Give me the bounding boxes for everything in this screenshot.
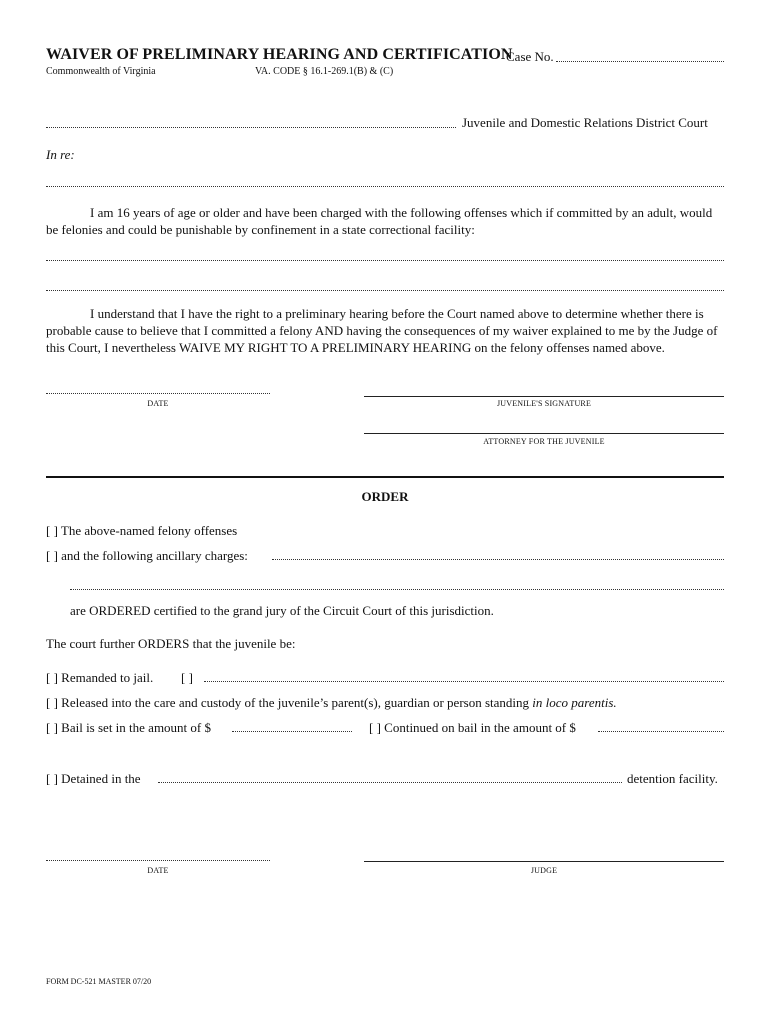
ancillary-charges-field-2[interactable] bbox=[70, 589, 724, 590]
further-orders-statement: The court further ORDERS that the juvenile be: bbox=[46, 636, 296, 651]
judge-date-field[interactable] bbox=[46, 860, 270, 861]
waiver-statement: I understand that I have the right to a preliminary hearing before the Court named above to determine whether there is probable cause to believe that I committed a felony AND having the consequences of my waiver explained to me by the Judge of this Court, I nevertheless WAIVE MY RIGHT TO A PRELIMINARY HEARING on the felony offenses named above. bbox=[46, 306, 718, 355]
ancillary-charges-field[interactable] bbox=[272, 559, 724, 560]
bail-amount-field[interactable] bbox=[232, 731, 352, 732]
attorney-signature-line[interactable] bbox=[364, 433, 724, 434]
date-field[interactable] bbox=[46, 393, 270, 394]
form-title: WAIVER OF PRELIMINARY HEARING AND CERTIFICATION bbox=[46, 46, 513, 63]
certified-statement: are ORDERED certified to the grand jury of the Circuit Court of this jurisdiction. bbox=[70, 603, 494, 618]
continued-bail-amount-field[interactable] bbox=[598, 731, 724, 732]
charges-statement: I am 16 years of age or older and have been charged with the following offenses which if committed by an adult, would be felonies and could be punishable by confinement in a state correctional facility: bbox=[46, 205, 713, 237]
detained-checkbox[interactable]: [ ] Detained in the bbox=[46, 771, 141, 786]
in-re-label: In re: bbox=[46, 147, 75, 162]
case-number-field[interactable] bbox=[556, 49, 724, 62]
bail-checkbox[interactable]: [ ] Bail is set in the amount of $ bbox=[46, 720, 212, 735]
court-label: Juvenile and Domestic Relations District Court bbox=[462, 115, 708, 130]
court-name-field[interactable] bbox=[46, 117, 456, 128]
form-number: FORM DC-521 MASTER 07/20 bbox=[46, 977, 152, 986]
in-loco-parentis-text: in loco parentis. bbox=[532, 695, 617, 710]
judge-signature-caption: JUDGE bbox=[530, 866, 558, 875]
continued-bail-checkbox[interactable]: [ ] Continued on bail in the amount of $ bbox=[369, 720, 576, 735]
other-option-field[interactable] bbox=[204, 681, 724, 682]
order-heading: ORDER bbox=[361, 489, 409, 504]
released-checkbox[interactable] bbox=[46, 695, 617, 711]
offense-line-1[interactable] bbox=[46, 260, 724, 261]
in-re-field[interactable] bbox=[46, 186, 724, 187]
offense-line-2[interactable] bbox=[46, 290, 724, 291]
commonwealth-label: Commonwealth of Virginia bbox=[46, 66, 156, 77]
case-number-label: Case No. bbox=[506, 49, 554, 64]
ancillary-charges-checkbox[interactable]: [ ] and the following ancillary charges: bbox=[46, 548, 248, 563]
juvenile-signature-line[interactable] bbox=[364, 396, 724, 397]
felony-offenses-checkbox[interactable]: [ ] The above-named felony offenses bbox=[46, 523, 238, 538]
other-option-checkbox[interactable]: [ ] bbox=[181, 670, 193, 685]
detention-facility-field[interactable] bbox=[158, 782, 622, 783]
va-code-label: VA. CODE § 16.1-269.1(B) & (C) bbox=[255, 66, 394, 77]
judge-signature-line[interactable] bbox=[364, 861, 724, 862]
section-divider bbox=[46, 476, 724, 478]
remanded-checkbox[interactable]: [ ] Remanded to jail. bbox=[46, 670, 154, 685]
released-label: [ ] Released into the care and custody of the juvenile’s parent(s), guardian or person standing bbox=[46, 695, 533, 710]
judge-date-caption: DATE bbox=[147, 866, 169, 875]
detention-facility-label: detention facility. bbox=[627, 771, 718, 786]
juvenile-signature-caption: JUVENILE'S SIGNATURE bbox=[496, 399, 592, 408]
attorney-signature-caption: ATTORNEY FOR THE JUVENILE bbox=[483, 437, 605, 446]
date-caption: DATE bbox=[147, 399, 169, 408]
